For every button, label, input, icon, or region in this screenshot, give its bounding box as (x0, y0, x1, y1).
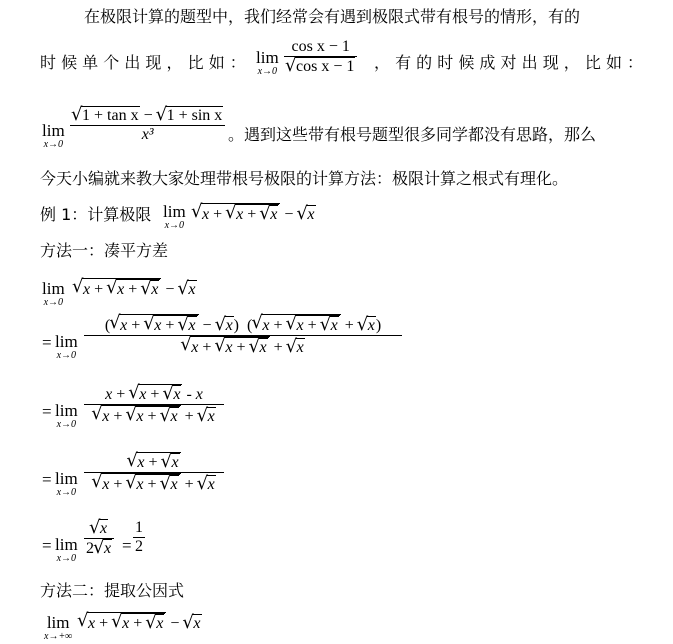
fraction-numerator: √ x + √ x (84, 452, 224, 472)
fraction-numerator: x + √ x + √ x - x (84, 384, 224, 404)
equals-sign: = (122, 536, 132, 555)
fraction-denominator: 2 (135, 538, 143, 555)
fraction-denominator (284, 57, 357, 76)
step-0-expression: √ x + √ x + √ x − √ x (73, 278, 197, 299)
equals-sign: = (42, 402, 52, 421)
lim-subscript: x→0 (43, 297, 64, 308)
fraction-numerator: 1 (135, 519, 143, 536)
equals-sign: = (42, 333, 52, 352)
limit-operator (55, 470, 78, 498)
paragraph-line-1: 在极限计算的题型中，我们经常会有遇到极限式带有根号的情形，有的 (84, 7, 581, 26)
radicand: 1 + sin x (166, 107, 223, 124)
equals-sign: = (42, 536, 52, 555)
lim-word: lim (256, 48, 279, 67)
fraction-numerator: cos x − 1 (291, 38, 350, 55)
lim-subscript: x→0 (56, 419, 77, 430)
paragraph-line-2b: ， 有 的 时 候 成 对 出 现 ， 比 如 ： (374, 53, 644, 72)
equals-sign: = (42, 470, 52, 489)
lim-word: lim (55, 401, 78, 420)
lim-subscript: x→+∞ (44, 631, 73, 642)
fraction-tan-sin (70, 106, 225, 144)
step-3-fraction (84, 452, 224, 494)
fraction-numerator: (√ x + √ x + √ x − √ x) (√ x + √ x + √ x + √ x) (84, 314, 402, 335)
limit-operator (42, 122, 65, 150)
paragraph-line-2a: 时 候 单 个 出 现 ， 比 如 ： (40, 53, 246, 72)
lim-subscript: x→0 (56, 553, 77, 564)
lim-word: lim (42, 121, 65, 140)
step-2-fraction (84, 384, 224, 426)
fraction-denominator: √ x + √ x + √ x + √ x (84, 336, 402, 357)
method-2-title: 方法二：提取公因式 (40, 581, 185, 600)
fraction-denominator: 2√ x (84, 539, 114, 558)
fraction-cos (284, 38, 357, 76)
fraction-denominator: x³ (141, 126, 154, 143)
lim-subscript: x→0 (43, 139, 64, 150)
step-1-fraction (84, 314, 402, 357)
radicand: cos x − 1 (296, 58, 355, 75)
lim-word: lim (163, 202, 186, 221)
limit-operator (55, 333, 78, 361)
limit-operator (44, 614, 72, 642)
lim-word: lim (46, 613, 70, 632)
paragraph-line-4: 今天小编就来教大家处理带根号极限的计算方法：极限计算之根式有理化。 (40, 169, 569, 188)
fraction-numerator: √ 1 + tan x − √ 1 + sin x (70, 106, 225, 125)
lim-subscript: x→0 (56, 487, 77, 498)
lim-subscript: x→0 (56, 350, 77, 361)
fraction-denominator: √ x + √ x + √ x + √ x (84, 473, 224, 494)
example-1-expression: √ x + √ x + √ x − √ x (192, 203, 316, 224)
limit-operator (55, 536, 78, 564)
lim-word: lim (55, 332, 78, 351)
limit-operator (42, 280, 65, 308)
step-4-fraction (84, 519, 114, 558)
lim-word: lim (55, 535, 78, 554)
paragraph-line-3: 。遇到这些带有根号题型很多同学都没有思路，那么 (228, 125, 597, 144)
fraction-denominator: √ x + √ x + √ x + √ x (84, 405, 224, 426)
fraction-numerator: √ x (84, 519, 114, 538)
radicand: 1 + tan x (82, 107, 139, 124)
lim-word: lim (42, 279, 65, 298)
method-2-expression: √ x + √ x + √ x − √ x (78, 612, 202, 633)
lim-subscript: x→0 (164, 220, 185, 231)
lim-word: lim (55, 469, 78, 488)
limit-operator (256, 49, 279, 77)
limit-operator (163, 203, 186, 231)
lim-subscript: x→0 (257, 66, 278, 77)
example-1-label: 例 1：计算极限 (40, 205, 152, 224)
limit-operator (55, 402, 78, 430)
method-1-title: 方法一：凑平方差 (40, 241, 169, 260)
result-fraction (133, 519, 145, 556)
